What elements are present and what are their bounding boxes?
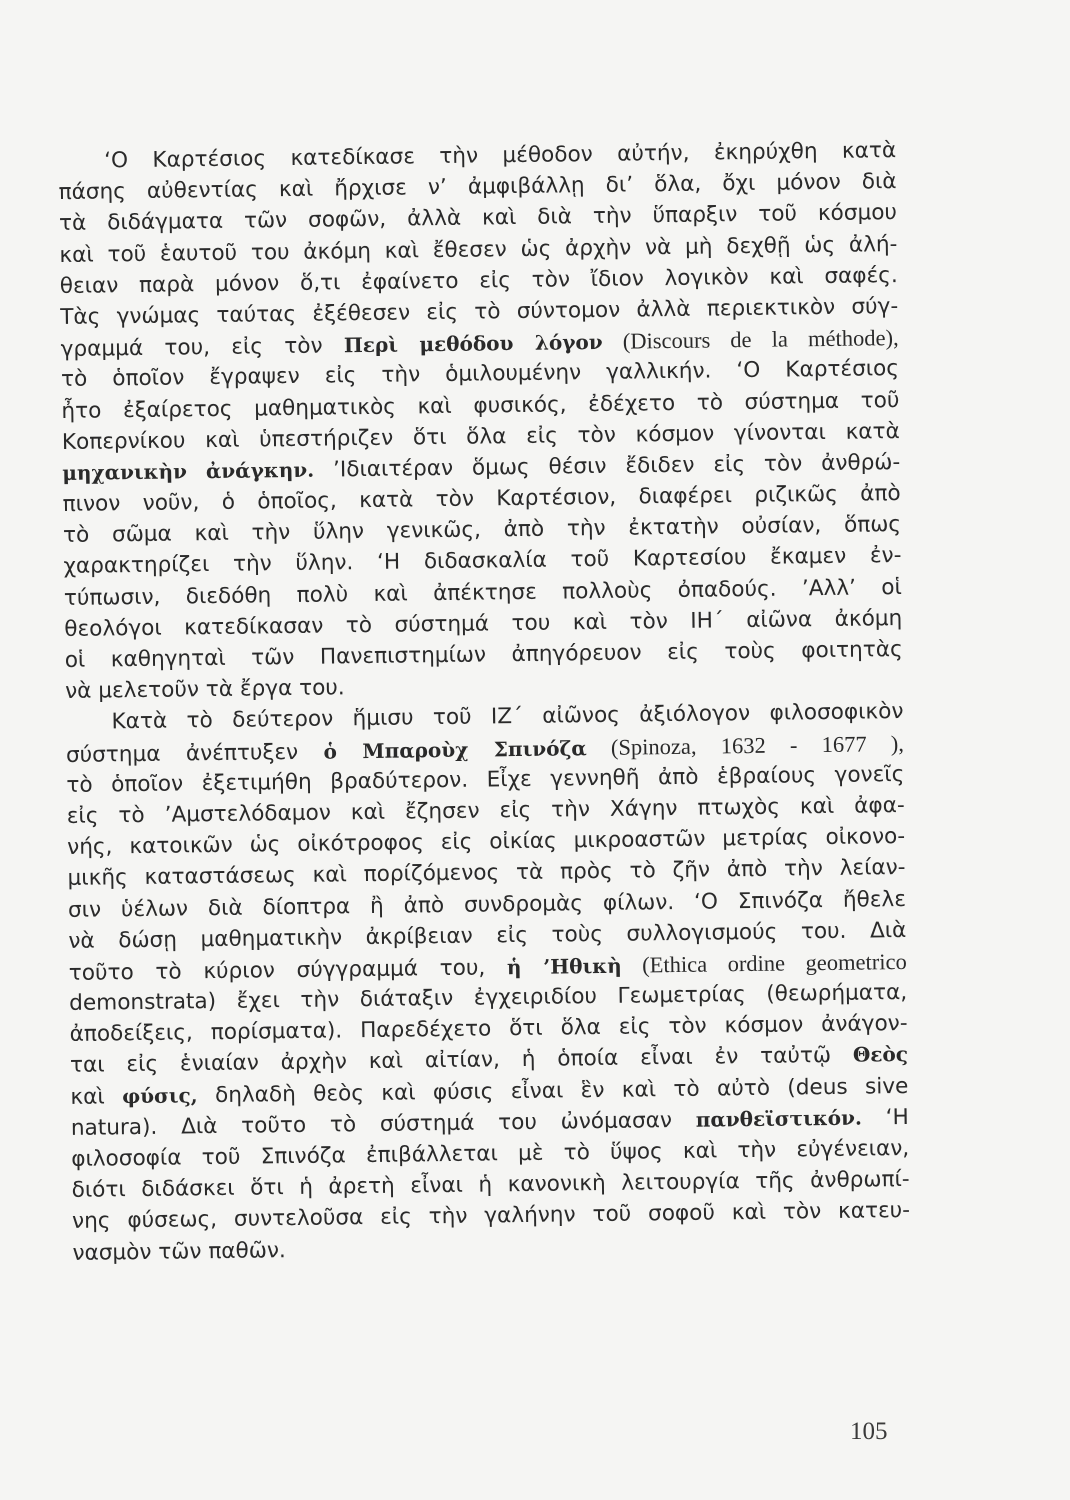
paragraph-spinoza bbox=[65, 696, 910, 1268]
text-line: πινον νοῦν, ὁ ὁποῖος, κατὰ τὸν Καρτέσιον, διαφέρει ριζικῶς ἀπὸ bbox=[62, 481, 901, 518]
text-line: Κατὰ τὸ δεύτερον ἥμισυ τοῦ ΙΖ΄ αἰῶνος ἀξιόλογον φιλοσοφικὸν bbox=[111, 699, 904, 735]
text-line: εἰς τὸ ’Αμστελόδαμον καὶ ἔζησεν εἰς τὴν Χάγην πτωχὸς καὶ ἀφα- bbox=[66, 792, 905, 829]
emphasis-nature: φύσις, bbox=[121, 1082, 198, 1108]
text-line: νὰ μελετοῦν τὰ ἔργα του. bbox=[64, 675, 345, 705]
text-segment: (Ethica ordine geometrico bbox=[621, 948, 907, 978]
body-text bbox=[58, 135, 911, 1269]
text-line: Τὰς γνώμας ταύτας ἐξέθεσεν εἰς τὸ σύντομον ἀλλὰ περιεκτικὸν σύγ- bbox=[60, 293, 899, 330]
text-line: Κοπερνίκου καὶ ὑπεστήριζεν ὅτι ὅλα εἰς τὸν κόσμον γίνονται κατὰ bbox=[61, 418, 900, 455]
text-line: νὰ δώσῃ μαθηματικὴν ἀκρίβειαν εἰς τοὺς συλλογισμούς του. Διὰ bbox=[68, 917, 907, 954]
work-title-discours: Περὶ μεθόδου λόγον bbox=[343, 330, 603, 358]
text-line: θεολόγοι κατεδίκασαν τὸ σύστημά του καὶ τὸν ΙΗ΄ αἰῶνα ἀκόμη bbox=[64, 605, 903, 642]
text-segment: γραμμά του, εἰς τὸν bbox=[60, 333, 345, 363]
text-line: πάσης αὐθεντίας καὶ ἤρχισε ν’ ἀμφιβάλλῃ δι’ ὅλα, ὄχι μόνον διὰ bbox=[58, 169, 897, 206]
text-line: τὰ διδάγματα τῶν σοφῶν, ἀλλὰ καὶ διὰ τὴν ὕπαρξιν τοῦ κόσμου bbox=[58, 200, 898, 237]
emphasis-pantheistic: πανθεϊστικόν. bbox=[695, 1105, 863, 1132]
text-line: διότι διδάσκει ὅτι ἡ ἀρετὴ εἶναι ἡ κανονικὴ λειτουργία τῆς ἀνθρωπί- bbox=[71, 1167, 910, 1204]
text-line: νής, κατοικῶν ὡς οἰκότροφος εἰς οἰκίας μικροαστῶν μετρίας οἰκονο- bbox=[67, 824, 906, 861]
text-segment: σύστημα ἀνέπτυξεν bbox=[65, 739, 324, 768]
text-line: καὶ τοῦ ἑαυτοῦ του ἀκόμη καὶ ἔθεσεν ὡς ἀρχὴν νὰ μὴ δεχθῇ ὡς ἀλή- bbox=[59, 231, 898, 268]
text-segment: (Spinoza, 1632 - 1677 ), bbox=[586, 730, 905, 760]
text-line: τὸ ὁποῖον ἔγραψεν εἰς τὴν ὁμιλουμένην γαλλικήν. ‘Ο Καρτέσιος bbox=[60, 356, 900, 393]
text-segment: (Discours de la méthode), bbox=[602, 325, 899, 355]
text-segment: καὶ bbox=[70, 1083, 123, 1110]
paragraph-descartes bbox=[58, 135, 903, 707]
text-line: τύπωσιν, διεδόθη πολὺ καὶ ἀπέκτησε πολλοὺς ὀπαδούς. ’Αλλ’ οἱ bbox=[63, 574, 903, 611]
text-line: νης φύσεως, συντελοῦσα εἰς τὴν γαλήνην τοῦ σοφοῦ καὶ τὸν κατευ- bbox=[71, 1198, 911, 1235]
text-line: νασμὸν τῶν παθῶν. bbox=[72, 1237, 286, 1266]
text-line: χαρακτηρίζει τὴν ὕλην. ‘Η διδασκαλία τοῦ Καρτεσίου ἔκαμεν ἐν- bbox=[63, 543, 902, 580]
text-line: ‘Ο Καρτέσιος κατεδίκασε τὴν μέθοδον αὐτήν, ἐκηρύχθη κατὰ bbox=[104, 138, 897, 174]
emphasis-mechanical-necessity: μηχανικὴν ἀνάγκην. bbox=[62, 457, 315, 485]
text-line: ἦτο ἐξαίρετος μαθηματικὸς καὶ φυσικός, ἐδέχετο τὸ σύστημα τοῦ bbox=[61, 387, 900, 424]
text-line: σιν ὑέλων διὰ δίοπτρα ἢ ἀπὸ συνδρομὰς φίλων. ‘Ο Σπινόζα ἤθελε bbox=[67, 886, 907, 923]
text-segment: δηλαδὴ θεὸς καὶ φύσις εἶναι ἓν καὶ τὸ αὐτὸ (deus sive bbox=[197, 1073, 909, 1108]
work-title-ethics: ἡ ’Ηθικὴ bbox=[506, 953, 622, 980]
text-line: ἀποδείξεις, πορίσματα). Παρεδέχετο ὅτι ὅλα εἰς τὸν κόσμον ἀνάγον- bbox=[69, 1011, 908, 1048]
text-line: τὸ ὁποῖον ἐξετιμήθη βραδύτερον. Εἶχε γεννηθῆ ἀπὸ ἑβραίους γονεῖς bbox=[66, 761, 905, 798]
text-line: οἱ καθηγηταὶ τῶν Πανεπιστημίων ἀπηγόρευον εἰς τοὺς φοιτητὰς bbox=[64, 636, 903, 673]
text-segment: τοῦτο τὸ κύριον σύγγραμμά του, bbox=[68, 955, 508, 986]
text-line: φιλοσοφία τοῦ Σπινόζα ἐπιβάλλεται μὲ τὸ ὕψος καὶ τὴν εὐγένειαν, bbox=[71, 1135, 910, 1172]
text-line: demonstrata) ἔχει τὴν διάταξιν ἐγχειριδίου Γεωμετρίας (θεωρήματα, bbox=[69, 980, 908, 1016]
text-segment: natura). Διὰ τοῦτο τὸ σύστημά του ὠνόμασαν bbox=[70, 1107, 696, 1141]
text-line: μικῆς καταστάσεως καὶ πορίζόμενος τὰ πρὸς τὸ ζῆν ἀπὸ τὴν λείαν- bbox=[67, 855, 906, 892]
text-line: τὸ σῶμα καὶ τὴν ὕλην γενικῶς, ἀπὸ τὴν ἐκτατὴν οὐσίαν, ὅπως bbox=[62, 512, 902, 549]
name-spinoza: ὁ Μπαροὺχ Σπινόζα bbox=[323, 735, 587, 764]
text-segment: ’Ιδιαιτέραν ὅμως θέσιν ἔδιδεν εἰς τὸν ἀνθρώ- bbox=[314, 449, 901, 483]
text-segment: ‘Η bbox=[861, 1104, 909, 1131]
text-line: θειαν παρὰ μόνον ὅ,τι ἐφαίνετο εἰς τὸν ἴδιον λογικὸν καὶ σαφές. bbox=[59, 262, 898, 299]
page-number: 105 bbox=[850, 1418, 888, 1445]
text-segment: ται εἰς ἑνιαίαν ἀρχὴν καὶ αἰτίαν, ἡ ὁποία εἶναι ἐν ταὐτῷ bbox=[69, 1043, 854, 1079]
emphasis-god: Θεὸς bbox=[852, 1042, 909, 1068]
